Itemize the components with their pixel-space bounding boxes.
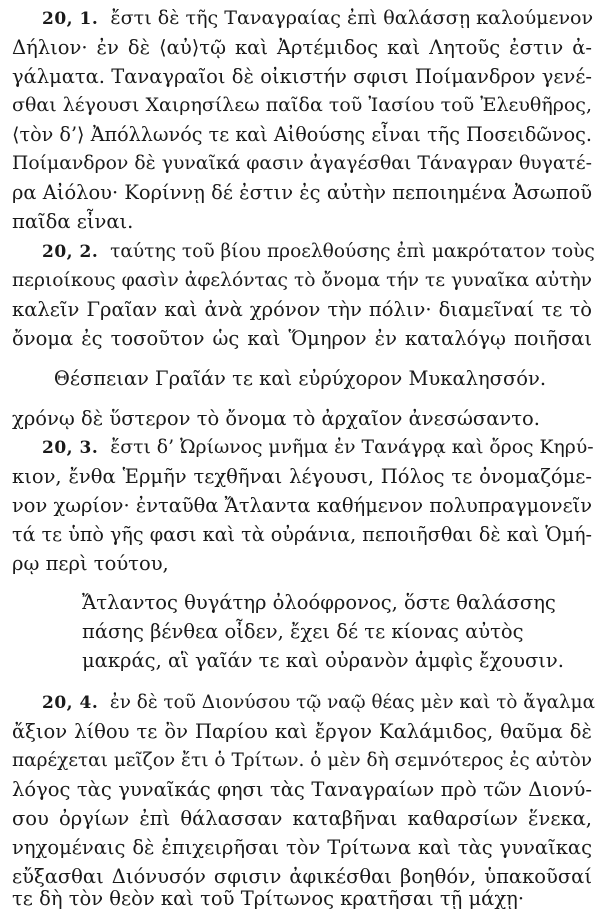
para-20-4-line-7: εὔξασθαι Διόνυσόν σφισιν ἀφικέσθαι βοηθόν, ὑπακοῦσαί [12, 865, 592, 888]
para-20-4-line-1: 20, 4. ἐν δὲ τοῦ Διονύσου τῷ ναῷ θέας μὲν καὶ τὸ ἄγαλμα [42, 692, 596, 713]
para-20-4-line-6: νηχομέναις δὲ ἐπιχειρῆσαι τὸν Τρίτωνα καὶ τὰς γυναῖκας [12, 836, 592, 859]
para-20-1-line-7: ρα Αἰόλου· Κορίννῃ δέ ἐστιν ἐς αὐτὴν πεποιημένα Ἀσωποῦ [12, 181, 592, 204]
para-20-2-line-2: περιοίκους φασὶν ἀφελόντας τὸ ὄνομα τήν τε γυναῖκα αὐτὴν [12, 270, 592, 291]
section-number: 20, 2. [42, 242, 99, 262]
section-number: 20, 3. [42, 438, 99, 458]
para-20-2-line-4: ὄνομα ἐς τοσοῦτον ὡς καὶ Ὅμηρον ἐν καταλόγῳ ποιῆσαι [12, 327, 592, 350]
para-20-1-line-1: 20, 1. ἔστι δὲ τῆς Ταναγραίας ἐπὶ θαλάσσῃ καλούμενον [42, 7, 594, 29]
para-20-1-line-3: γάλματα. Ταναγραῖοι δὲ οἰκιστήν σφισι Ποίμανδρον γενέ- [12, 65, 592, 88]
verse-line-3: μακράς, αἳ γαῖάν τε καὶ οὐρανὸν ἀμφὶς ἔχουσιν. [82, 649, 564, 672]
para-20-1-line-4: σθαι λέγουσι Χαιρησίλεω παῖδα τοῦ Ἰασίου τοῦ Ἐλευθῆρος, [12, 94, 592, 116]
para-20-3-line-2: κιον, ἔνθα Ἑρμῆν τεχθῆναι λέγουσι, Πόλος τε ὀνομαζόμε- [12, 465, 592, 488]
para-20-3-line-1: 20, 3. ἔστι δ’ Ὠρίωνος μνῆμα ἐν Τανάγρᾳ καὶ ὄρος Κηρύ- [42, 437, 594, 458]
para-20-1-line-8: παῖδα εἶναι. [12, 210, 134, 233]
para-20-2-line-1: 20, 2. ταύτης τοῦ βίου προελθούσης ἐπὶ μακρότατον τοὺς [42, 241, 595, 262]
para-20-4-line-4: λόγος τὰς γυναῖκάς φησι τὰς Ταναγραίων πρὸ τῶν Διονύ- [12, 778, 592, 801]
section-number: 20, 1. [42, 9, 99, 29]
para-20-4-line-3: παρέχεται μεῖζον ἔτι ὁ Τρίτων. ὁ μὲν δὴ σεμνότερος ἐς αὐτὸν [12, 750, 592, 771]
para-20-1-line-5: ⟨τὸν δ’⟩ Ἀπόλλωνός τε καὶ Αἰθούσης εἶναι τῆς Ποσειδῶνος. [12, 123, 592, 146]
para-20-1-line-6: Ποίμανδρον δὲ γυναῖκά φασιν ἀγαγέσθαι Τάναγραν θυγατέ- [12, 153, 592, 174]
para-20-4-line-5: σου ὀργίων ἐπὶ θάλασσαν καταβῆναι καθαρσίων ἕνεκα, [12, 807, 592, 830]
section-number: 20, 4. [42, 693, 99, 713]
para-20-3-line-4: τά τε ὑπὸ γῆς φασι καὶ τὰ οὐράνια, πεποιῆσθαι δὲ καὶ Ὁμή- [12, 523, 592, 546]
para-20-1-line-2: Δήλιον· ἐν δὲ ⟨αὐ⟩τῷ καὶ Ἀρτέμιδος καὶ Λητοῦς ἐστιν ἀ- [12, 36, 592, 59]
quote-homer-1: Θέσπειαν Γραῖάν τε καὶ εὐρύχορον Μυκαλησσόν. [53, 367, 547, 390]
after-quote-line: χρόνῳ δὲ ὕστερον τὸ ὄνομα τὸ ἀρχαῖον ἀνεσώσαντο. [12, 407, 540, 430]
para-20-3-line-5: ρῳ περὶ τούτου, [12, 552, 169, 575]
verse-line-2: πάσης βένθεα οἶδεν, ἔχει δέ τε κίονας αὐτὸς [82, 620, 524, 643]
verse-line-1: Ἄτλαντος θυγάτηρ ὀλοόφρονος, ὅστε θαλάσσης [82, 591, 556, 614]
para-20-4-line-2: ἄξιον λίθου τε ὂν Παρίου καὶ ἔργον Καλάμιδος, θαῦμα δὲ [12, 720, 592, 743]
para-20-2-line-3: καλεῖν Γραῖαν καὶ ἀνὰ χρόνον τὴν πόλιν· διαμεῖναί τε τὸ [12, 298, 592, 321]
para-20-4-line-8: τε δὴ τὸν θεὸν καὶ τοῦ Τρίτωνος κρατῆσαι τῇ μάχῃ· [12, 887, 525, 910]
para-20-3-line-3: νον χωρίον· ἐνταῦθα Ἄτλαντα καθήμενον πολυπραγμονεῖν [12, 494, 592, 517]
